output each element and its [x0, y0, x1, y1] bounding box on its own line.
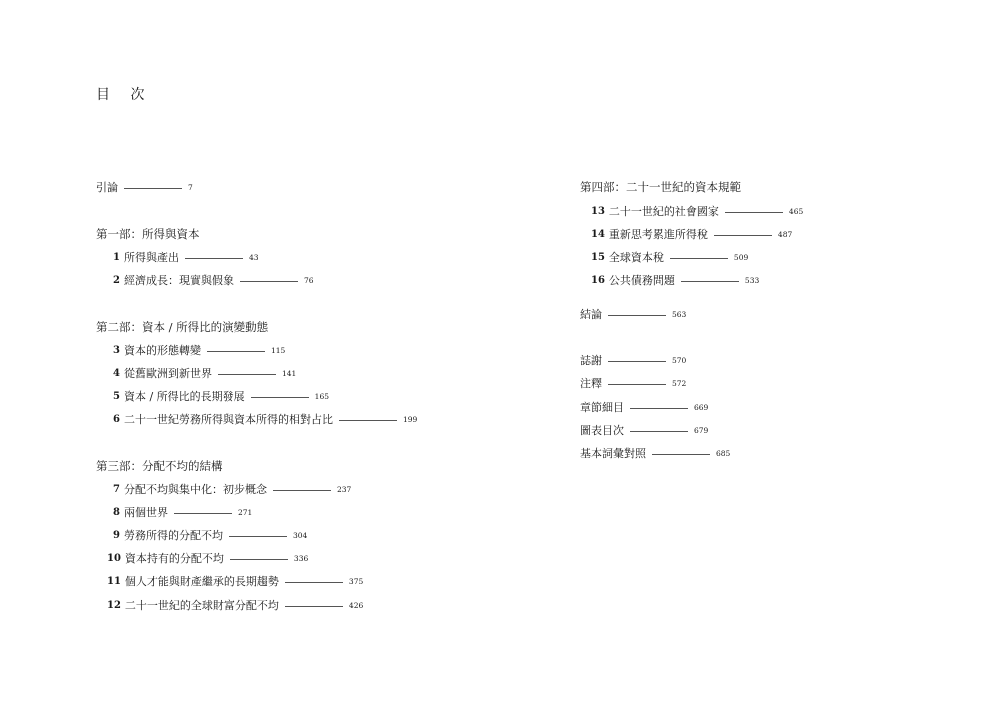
toc-entry-chapter-5[interactable]: [113, 387, 329, 405]
toc-entry-chapter-2[interactable]: [113, 271, 314, 289]
page-number: 487: [777, 229, 793, 239]
leader-line: [174, 513, 232, 514]
page-number: 7: [188, 182, 193, 192]
leader-line: [207, 351, 265, 352]
toc-entry-chapter-7[interactable]: [113, 480, 351, 498]
entry-label: 所得與產出: [123, 251, 179, 264]
page-number: 336: [293, 553, 309, 563]
entry-label: 資本的形態轉變: [123, 344, 201, 357]
leader-line: [218, 374, 276, 375]
page-number: 679: [694, 425, 709, 435]
entry-label: 兩個世界: [123, 506, 168, 519]
page-number: 533: [744, 275, 760, 285]
chapter-number: 8: [113, 506, 120, 518]
toc-entry-chapter-8[interactable]: [113, 503, 252, 521]
page-number: 685: [716, 448, 731, 458]
entry-label: 重新思考累進所得稅: [608, 228, 708, 241]
page-number: 76: [303, 275, 314, 285]
entry-label: 全球資本稅: [608, 251, 664, 264]
chapter-number: 7: [113, 483, 120, 495]
page-number: 115: [270, 345, 286, 355]
leader-line: [285, 606, 343, 607]
part-heading-2[interactable]: [96, 318, 268, 336]
page-number: 465: [788, 206, 804, 216]
page-number: 570: [672, 355, 687, 365]
leader-line: [229, 536, 287, 537]
leader-line: [652, 454, 710, 455]
leader-line: [630, 431, 688, 432]
page-number: 141: [281, 368, 297, 378]
toc-entry-chapter-12[interactable]: [107, 596, 363, 614]
entry-label: 經濟成長：現實與假象: [123, 274, 234, 287]
leader-line: [630, 408, 688, 409]
toc-entry-chapter-14[interactable]: [591, 225, 792, 243]
entry-label: 分配不均與集中化：初步概念: [123, 483, 267, 496]
chapter-number: 6: [113, 413, 120, 425]
entry-label: 從舊歐洲到新世界: [123, 367, 212, 380]
page-number: 165: [314, 391, 329, 401]
leader-line: [185, 258, 243, 259]
entry-label: 引論: [96, 181, 118, 194]
leader-line: [714, 235, 772, 236]
part-heading-1[interactable]: [96, 225, 200, 243]
toc-entry-chapter-10[interactable]: [107, 549, 308, 567]
page-number: 271: [237, 507, 253, 517]
entry-label: 資本持有的分配不均: [124, 552, 224, 565]
part-heading-3[interactable]: [96, 457, 223, 475]
entry-label: 章節細目: [580, 401, 624, 414]
toc-entry-chapter-3[interactable]: [113, 341, 285, 359]
toc-entry-chapter-9[interactable]: [113, 526, 307, 544]
toc-entry-intro[interactable]: [96, 178, 193, 196]
toc-entry-chapter-15[interactable]: [591, 248, 748, 266]
toc-entry-acknowledgements[interactable]: [580, 351, 686, 369]
entry-label: 勞務所得的分配不均: [123, 529, 223, 542]
chapter-number: 15: [591, 251, 605, 263]
chapter-number: 10: [107, 552, 121, 564]
leader-line: [725, 212, 783, 213]
entry-label: 個人才能與財產繼承的長期趨勢: [124, 575, 279, 588]
chapter-number: 1: [113, 251, 120, 263]
leader-line: [251, 397, 309, 398]
toc-entry-conclusion[interactable]: [580, 305, 686, 323]
page-number: 509: [733, 252, 749, 262]
chapter-number: 12: [107, 599, 121, 611]
chapter-number: 2: [113, 274, 120, 286]
leader-line: [681, 281, 739, 282]
toc-entry-detailed-contents[interactable]: [580, 398, 708, 416]
leader-line: [285, 582, 343, 583]
entry-label: 基本詞彙對照: [580, 447, 646, 460]
page-title: 目 次: [96, 87, 153, 103]
leader-line: [230, 559, 288, 560]
toc-entry-glossary[interactable]: [580, 444, 730, 462]
chapter-number: 5: [113, 390, 120, 402]
entry-label: 誌謝: [580, 354, 602, 367]
leader-line: [339, 420, 397, 421]
entry-label: 結論: [580, 308, 602, 321]
part-heading-label: 第一部：所得與資本: [96, 227, 200, 241]
chapter-number: 11: [107, 575, 121, 587]
chapter-number: 4: [113, 367, 120, 379]
leader-line: [670, 258, 728, 259]
page-number: 237: [336, 484, 352, 494]
leader-line: [124, 188, 182, 189]
page-number: 563: [672, 309, 687, 319]
toc-entry-chapter-6[interactable]: [113, 410, 417, 428]
chapter-number: 3: [113, 344, 120, 356]
page-number: 669: [694, 402, 709, 412]
chapter-number: 16: [591, 274, 605, 286]
page-number: 304: [292, 530, 308, 540]
toc-entry-chapter-11[interactable]: [107, 572, 363, 590]
part-heading-label: 第三部：分配不均的結構: [96, 459, 223, 473]
toc-entry-notes[interactable]: [580, 374, 686, 392]
toc-entry-chapter-1[interactable]: [113, 248, 259, 266]
leader-line: [608, 315, 666, 316]
leader-line: [608, 384, 666, 385]
toc-entry-chapter-16[interactable]: [591, 271, 759, 289]
entry-label: 二十一世紀的全球財富分配不均: [124, 599, 279, 612]
page-number: 43: [248, 252, 259, 262]
page-number: 375: [348, 576, 364, 586]
page-number: 426: [348, 600, 364, 610]
toc-entry-chapter-4[interactable]: [113, 364, 296, 382]
entry-label: 圖表目次: [580, 424, 624, 437]
toc-entry-figures-list[interactable]: [580, 421, 708, 439]
entry-label: 資本 / 所得比的長期發展: [123, 390, 245, 403]
chapter-number: 14: [591, 228, 605, 240]
part-heading-4[interactable]: [580, 178, 741, 196]
toc-entry-chapter-13[interactable]: [591, 202, 803, 220]
chapter-number: 9: [113, 529, 120, 541]
part-heading-label: 第二部：資本 / 所得比的演變動態: [96, 320, 269, 334]
leader-line: [240, 281, 298, 282]
entry-label: 公共債務問題: [608, 274, 675, 287]
part-heading-label: 第四部：二十一世紀的資本規範: [580, 180, 741, 194]
chapter-number: 13: [591, 205, 605, 217]
leader-line: [273, 490, 331, 491]
entry-label: 二十一世紀的社會國家: [608, 205, 719, 218]
leader-line: [608, 361, 666, 362]
entry-label: 注釋: [580, 377, 602, 390]
page-number: 199: [402, 414, 418, 424]
entry-label: 二十一世紀勞務所得與資本所得的相對占比: [123, 413, 333, 426]
page-number: 572: [672, 378, 687, 388]
